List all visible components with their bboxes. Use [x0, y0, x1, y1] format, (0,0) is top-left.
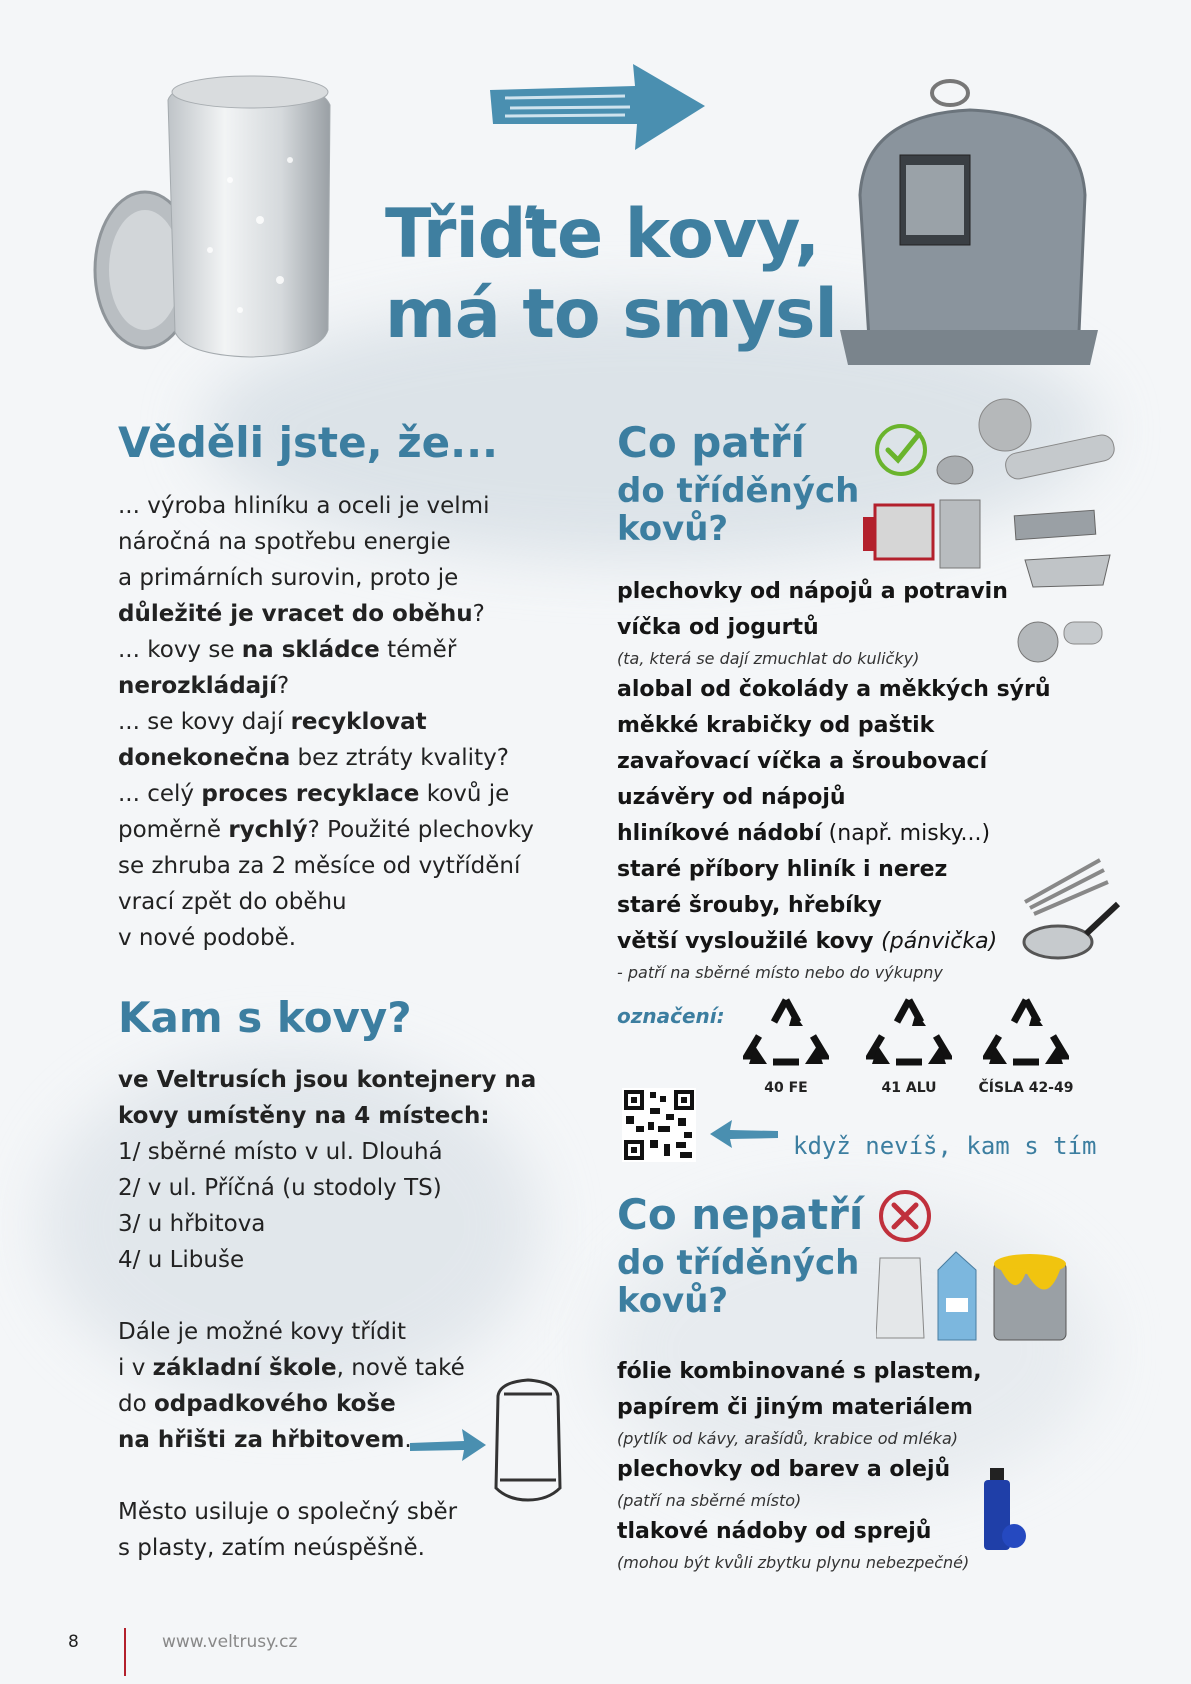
- text-line: [118, 632, 588, 668]
- recycling-code-label: ČÍSLA 42-49: [978, 1080, 1074, 1096]
- text-line: Město usiluje o společný sběr: [118, 1499, 458, 1525]
- arrow-left-icon: [708, 1118, 780, 1150]
- bold-text: nerozkládají: [118, 673, 277, 699]
- text: , nově také: [336, 1355, 465, 1381]
- where-text: [118, 1062, 598, 1278]
- text-line: a primárních surovin, proto je: [118, 565, 459, 591]
- bold-text: odpadkového koše: [153, 1391, 396, 1417]
- text-line: [118, 740, 588, 776]
- city-text: [118, 1494, 578, 1566]
- list-item: 4/ u Libuše: [118, 1247, 245, 1273]
- page-number: 8: [68, 1632, 79, 1652]
- bold-text: proces recyklace: [201, 781, 420, 807]
- bold-text: na hřišti za hřbitovem: [118, 1427, 405, 1453]
- text: (např. misky...): [821, 821, 991, 846]
- text: ?: [472, 601, 485, 627]
- qr-hint-text: když nevíš, kam s tím: [793, 1132, 1097, 1160]
- list-item-note: - patří na sběrné místo nebo do výkupny: [617, 963, 943, 982]
- cutlery-and-pan-icon: [1020, 852, 1120, 962]
- recycling-symbol-icon: [743, 996, 829, 1070]
- text-line: vrací zpět do oběhu: [118, 889, 347, 915]
- list-item-note: (pytlík od kávy, arašídů, krabice od mléka): [617, 1429, 958, 1448]
- subheading-line: do tříděných: [617, 1243, 860, 1283]
- belongs-subheading: [617, 472, 859, 548]
- text-line: [118, 776, 588, 812]
- did-you-know-text: [118, 488, 588, 956]
- list-item-note: (mohou být kvůli zbytku plynu nebezpečné): [617, 1553, 970, 1572]
- text-line: s plasty, zatím neúspěšně.: [118, 1535, 425, 1561]
- list-item: 1/ sběrné místo v ul. Dlouhá: [118, 1139, 443, 1165]
- text-line: [118, 812, 588, 848]
- bold-text: hliníkové nádobí: [617, 821, 822, 846]
- belongs-list: [617, 574, 1051, 986]
- cross-icon: [877, 1188, 933, 1244]
- text-line: Dále je možné kovy třídit: [118, 1319, 407, 1345]
- list-item: uzávěry od nápojů: [617, 785, 846, 810]
- recycling-code-label: 40 FE: [764, 1080, 808, 1096]
- text-line: ve Veltrusích jsou kontejnery na: [118, 1067, 537, 1093]
- text: ... celý: [118, 781, 202, 807]
- list-item-note: (ta, která se dají zmuchlat do kuličky): [617, 649, 920, 668]
- bold-text: důležité je vracet do oběhu: [118, 601, 473, 627]
- text: bez ztráty kvality?: [290, 745, 509, 771]
- text: ?: [276, 673, 290, 699]
- spray-can-icon: [980, 1460, 1030, 1552]
- list-item: [617, 924, 1051, 960]
- subheading-line: kovů?: [617, 509, 729, 549]
- text: poměrně: [118, 817, 229, 843]
- metal-cans-illustration: [90, 70, 370, 390]
- list-item: fólie kombinované s plastem,: [617, 1359, 982, 1384]
- subheading-line: do tříděných: [617, 471, 860, 511]
- recycling-symbol-icon: [983, 996, 1069, 1070]
- list-item: víčka od jogurtů: [617, 615, 819, 640]
- list-item: 3/ u hřbitova: [118, 1211, 266, 1237]
- can-outline-icon: [488, 1376, 568, 1506]
- bold-text: rychlý: [228, 817, 308, 843]
- title-line-1: Třiďte kovy,: [385, 195, 820, 274]
- list-item: [617, 816, 1051, 852]
- text: kovů je: [419, 781, 510, 807]
- foil-ball-icon: [1008, 606, 1108, 666]
- belongs-heading: Co patří: [617, 418, 805, 467]
- bold-text: větší vysloužilé kovy: [617, 929, 882, 954]
- list-item: zavařovací víčka a šroubovací: [617, 749, 988, 774]
- text: ? Použité plechovky: [307, 817, 534, 843]
- text-line: [118, 704, 588, 740]
- did-you-know-heading: Věděli jste, že...: [118, 418, 498, 467]
- non-metal-items-illustration: [876, 1248, 1071, 1344]
- subheading-line: kovů?: [617, 1281, 729, 1321]
- bold-text: recyklovat: [290, 709, 427, 735]
- text: do: [118, 1391, 154, 1417]
- list-item: alobal od čokolády a měkkých sýrů: [617, 677, 1051, 702]
- recycling-code-label: 41 ALU: [881, 1080, 937, 1096]
- arrow-right-icon: [408, 1425, 488, 1465]
- text-line: [118, 1350, 538, 1386]
- recycling-symbol-icon: [866, 996, 952, 1070]
- metal-items-illustration: [855, 395, 1120, 595]
- qr-code[interactable]: [622, 1088, 696, 1162]
- text-line: kovy umístěny na 4 místech:: [118, 1103, 490, 1129]
- title-line-2: má to smysl: [385, 275, 837, 354]
- arrow-right-icon: [485, 62, 710, 152]
- list-item: staré příbory hliník i nerez: [617, 857, 948, 882]
- list-item: papírem či jiným materiálem: [617, 1395, 973, 1420]
- text: ... kovy se: [118, 637, 242, 663]
- website-link[interactable]: www.veltrusy.cz: [162, 1632, 298, 1652]
- text-line: [118, 668, 588, 704]
- list-item: měkké krabičky od paštik: [617, 713, 935, 738]
- italic-text: (pánvička): [881, 929, 998, 954]
- list-item: 2/ v ul. Příčná (u stodoly TS): [118, 1175, 442, 1201]
- list-item: tlakové nádoby od sprejů: [617, 1519, 932, 1544]
- text: téměř: [379, 637, 457, 663]
- text-line: v nové podobě.: [118, 925, 297, 951]
- text-line: [118, 1386, 538, 1422]
- metal-container-illustration: [840, 75, 1100, 370]
- page-title: [385, 195, 837, 355]
- not-belongs-heading: Co nepatří: [617, 1190, 864, 1239]
- text: .: [404, 1427, 412, 1453]
- text-line: [118, 596, 588, 632]
- text: ... se kovy dají: [118, 709, 291, 735]
- footer-divider: [124, 1628, 126, 1676]
- list-item: plechovky od barev a olejů: [617, 1457, 951, 1482]
- marking-label: označení:: [617, 1004, 725, 1028]
- bold-text: na skládce: [241, 637, 380, 663]
- text-line: náročná na spotřebu energie: [118, 529, 451, 555]
- text-line: ... výroba hliníku a oceli je velmi: [118, 493, 490, 519]
- list-item-note: (patří na sběrné místo): [617, 1491, 802, 1510]
- text: i v: [118, 1355, 153, 1381]
- text-line: se zhruba za 2 měsíce od vytřídění: [118, 853, 521, 879]
- bold-text: donekonečna: [118, 745, 291, 771]
- list-item: plechovky od nápojů a potravin: [617, 579, 1008, 604]
- not-belongs-list: [617, 1354, 982, 1576]
- list-item: staré šrouby, hřebíky: [617, 893, 882, 918]
- where-heading: Kam s kovy?: [118, 993, 412, 1042]
- bold-text: základní škole: [152, 1355, 337, 1381]
- not-belongs-subheading: [617, 1244, 859, 1320]
